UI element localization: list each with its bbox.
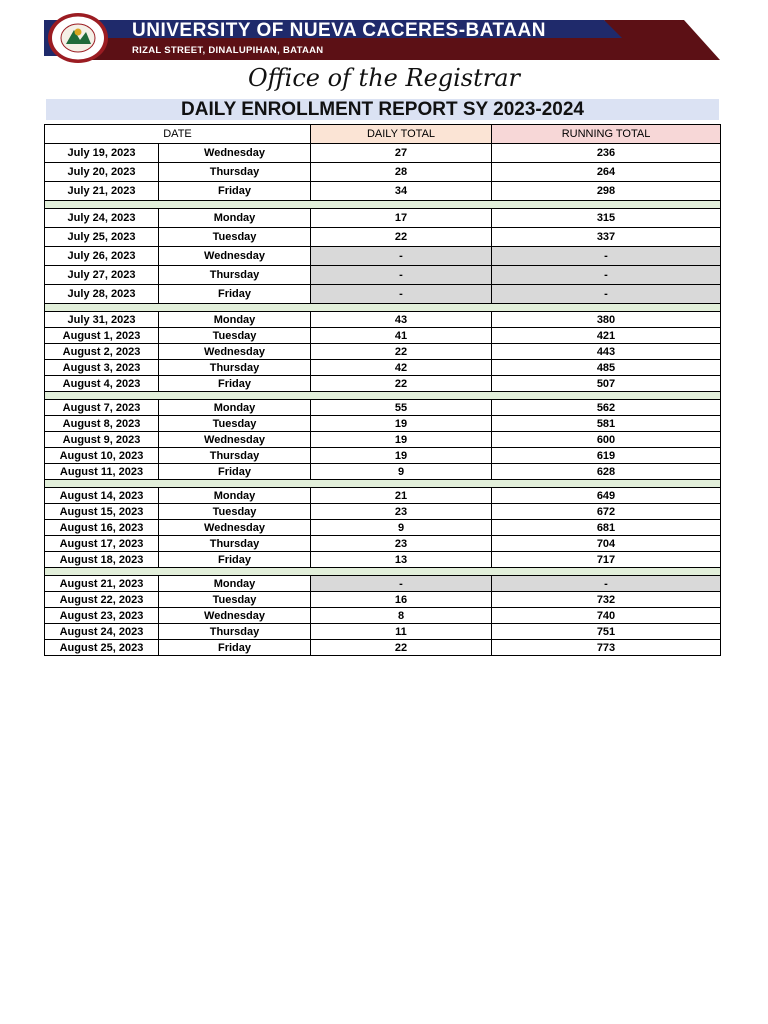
table-row	[45, 576, 721, 592]
university-banner	[44, 12, 720, 64]
cell-date: July 26, 2023	[45, 247, 159, 266]
cell-date: August 21, 2023	[45, 576, 159, 592]
table-row	[45, 536, 721, 552]
cell-running-total: 740	[492, 608, 721, 624]
office-title: Office of the Registrar	[247, 64, 521, 92]
cell-day: Tuesday	[159, 592, 311, 608]
cell-daily-total: -	[311, 266, 492, 285]
week-separator	[45, 568, 721, 576]
cell-daily-total: 42	[311, 360, 492, 376]
cell-date: August 24, 2023	[45, 624, 159, 640]
cell-date: August 1, 2023	[45, 328, 159, 344]
cell-day: Wednesday	[159, 144, 311, 163]
cell-running-total: 717	[492, 552, 721, 568]
cell-daily-total: 55	[311, 400, 492, 416]
table-row	[45, 520, 721, 536]
cell-daily-total: 11	[311, 624, 492, 640]
table-row	[45, 163, 721, 182]
university-seal-logo	[44, 12, 114, 64]
cell-date: August 7, 2023	[45, 400, 159, 416]
cell-running-total: 628	[492, 464, 721, 480]
cell-running-total: 751	[492, 624, 721, 640]
cell-date: August 23, 2023	[45, 608, 159, 624]
cell-date: August 3, 2023	[45, 360, 159, 376]
cell-date: August 11, 2023	[45, 464, 159, 480]
week-separator-row	[45, 392, 721, 400]
table-row	[45, 144, 721, 163]
cell-day: Friday	[159, 640, 311, 656]
cell-daily-total: 27	[311, 144, 492, 163]
cell-date: August 16, 2023	[45, 520, 159, 536]
cell-date: July 27, 2023	[45, 266, 159, 285]
cell-daily-total: -	[311, 576, 492, 592]
cell-daily-total: 19	[311, 416, 492, 432]
university-name: UNIVERSITY OF NUEVA CACERES-BATAAN	[132, 20, 546, 41]
cell-running-total: 337	[492, 228, 721, 247]
cell-daily-total: 13	[311, 552, 492, 568]
table-row	[45, 376, 721, 392]
cell-day: Friday	[159, 552, 311, 568]
cell-day: Tuesday	[159, 328, 311, 344]
cell-date: July 21, 2023	[45, 182, 159, 201]
cell-daily-total: 8	[311, 608, 492, 624]
report-title-bar	[46, 99, 719, 120]
cell-date: July 31, 2023	[45, 312, 159, 328]
cell-day: Friday	[159, 376, 311, 392]
cell-date: August 18, 2023	[45, 552, 159, 568]
cell-day: Friday	[159, 464, 311, 480]
table-row	[45, 640, 721, 656]
cell-day: Monday	[159, 576, 311, 592]
cell-running-total: 581	[492, 416, 721, 432]
table-row	[45, 400, 721, 416]
cell-day: Monday	[159, 400, 311, 416]
table-row	[45, 344, 721, 360]
cell-daily-total: 34	[311, 182, 492, 201]
header-running-total: RUNNING TOTAL	[492, 125, 721, 144]
week-separator-row	[45, 201, 721, 209]
cell-daily-total: 43	[311, 312, 492, 328]
cell-date: July 20, 2023	[45, 163, 159, 182]
cell-day: Thursday	[159, 624, 311, 640]
table-row	[45, 488, 721, 504]
cell-day: Monday	[159, 209, 311, 228]
cell-daily-total: 22	[311, 228, 492, 247]
cell-day: Thursday	[159, 536, 311, 552]
cell-date: July 25, 2023	[45, 228, 159, 247]
cell-day: Thursday	[159, 266, 311, 285]
cell-running-total: -	[492, 285, 721, 304]
table-row	[45, 182, 721, 201]
cell-date: August 2, 2023	[45, 344, 159, 360]
cell-date: August 17, 2023	[45, 536, 159, 552]
cell-daily-total: 19	[311, 432, 492, 448]
cell-daily-total: 22	[311, 344, 492, 360]
week-separator	[45, 480, 721, 488]
cell-daily-total: 9	[311, 464, 492, 480]
cell-running-total: -	[492, 266, 721, 285]
cell-running-total: 732	[492, 592, 721, 608]
cell-running-total: 236	[492, 144, 721, 163]
cell-day: Friday	[159, 285, 311, 304]
cell-day: Wednesday	[159, 520, 311, 536]
cell-date: August 10, 2023	[45, 448, 159, 464]
cell-daily-total: 9	[311, 520, 492, 536]
cell-running-total: 380	[492, 312, 721, 328]
cell-daily-total: 17	[311, 209, 492, 228]
table-row	[45, 464, 721, 480]
cell-date: July 19, 2023	[45, 144, 159, 163]
table-row	[45, 209, 721, 228]
table-row	[45, 228, 721, 247]
cell-running-total: 704	[492, 536, 721, 552]
cell-date: July 28, 2023	[45, 285, 159, 304]
table-row	[45, 360, 721, 376]
cell-running-total: 619	[492, 448, 721, 464]
cell-daily-total: 21	[311, 488, 492, 504]
header-date: DATE	[45, 125, 311, 144]
table-row	[45, 624, 721, 640]
cell-daily-total: 28	[311, 163, 492, 182]
cell-daily-total: 23	[311, 504, 492, 520]
cell-running-total: 315	[492, 209, 721, 228]
cell-date: August 4, 2023	[45, 376, 159, 392]
cell-running-total: 562	[492, 400, 721, 416]
cell-day: Monday	[159, 488, 311, 504]
cell-daily-total: 23	[311, 536, 492, 552]
table-row	[45, 266, 721, 285]
cell-day: Wednesday	[159, 608, 311, 624]
cell-running-total: 298	[492, 182, 721, 201]
week-separator-row	[45, 568, 721, 576]
table-row	[45, 432, 721, 448]
table-row	[45, 285, 721, 304]
cell-day: Monday	[159, 312, 311, 328]
cell-daily-total: 41	[311, 328, 492, 344]
cell-date: August 15, 2023	[45, 504, 159, 520]
cell-day: Wednesday	[159, 247, 311, 266]
report-title: DAILY ENROLLMENT REPORT SY 2023-2024	[181, 99, 584, 120]
week-separator	[45, 392, 721, 400]
cell-running-total: 600	[492, 432, 721, 448]
cell-running-total: 681	[492, 520, 721, 536]
table-row	[45, 504, 721, 520]
cell-date: August 14, 2023	[45, 488, 159, 504]
cell-running-total: 672	[492, 504, 721, 520]
cell-running-total: 485	[492, 360, 721, 376]
cell-day: Tuesday	[159, 504, 311, 520]
cell-day: Friday	[159, 182, 311, 201]
cell-day: Wednesday	[159, 432, 311, 448]
enrollment-table	[44, 124, 721, 656]
cell-day: Wednesday	[159, 344, 311, 360]
week-separator	[45, 304, 721, 312]
cell-daily-total: 19	[311, 448, 492, 464]
university-address: RIZAL STREET, DINALUPIHAN, BATAAN	[132, 45, 324, 56]
cell-day: Thursday	[159, 360, 311, 376]
table-body	[45, 144, 721, 656]
cell-day: Tuesday	[159, 416, 311, 432]
table-row	[45, 247, 721, 266]
cell-date: August 25, 2023	[45, 640, 159, 656]
week-separator	[45, 201, 721, 209]
cell-running-total: 264	[492, 163, 721, 182]
cell-date: August 22, 2023	[45, 592, 159, 608]
table-row	[45, 416, 721, 432]
week-separator-row	[45, 304, 721, 312]
cell-daily-total: 22	[311, 640, 492, 656]
cell-running-total: -	[492, 247, 721, 266]
cell-day: Thursday	[159, 163, 311, 182]
cell-daily-total: -	[311, 285, 492, 304]
week-separator-row	[45, 480, 721, 488]
cell-running-total: 421	[492, 328, 721, 344]
table-row	[45, 312, 721, 328]
table-row	[45, 592, 721, 608]
table-row	[45, 552, 721, 568]
header-daily-total: DAILY TOTAL	[311, 125, 492, 144]
cell-date: July 24, 2023	[45, 209, 159, 228]
table-row	[45, 328, 721, 344]
cell-day: Tuesday	[159, 228, 311, 247]
cell-running-total: 773	[492, 640, 721, 656]
cell-running-total: 443	[492, 344, 721, 360]
cell-date: August 9, 2023	[45, 432, 159, 448]
cell-daily-total: 22	[311, 376, 492, 392]
cell-daily-total: -	[311, 247, 492, 266]
table-row	[45, 448, 721, 464]
table-row	[45, 608, 721, 624]
table-header-row	[45, 125, 721, 144]
cell-running-total: -	[492, 576, 721, 592]
cell-day: Thursday	[159, 448, 311, 464]
cell-daily-total: 16	[311, 592, 492, 608]
cell-running-total: 649	[492, 488, 721, 504]
cell-date: August 8, 2023	[45, 416, 159, 432]
cell-running-total: 507	[492, 376, 721, 392]
